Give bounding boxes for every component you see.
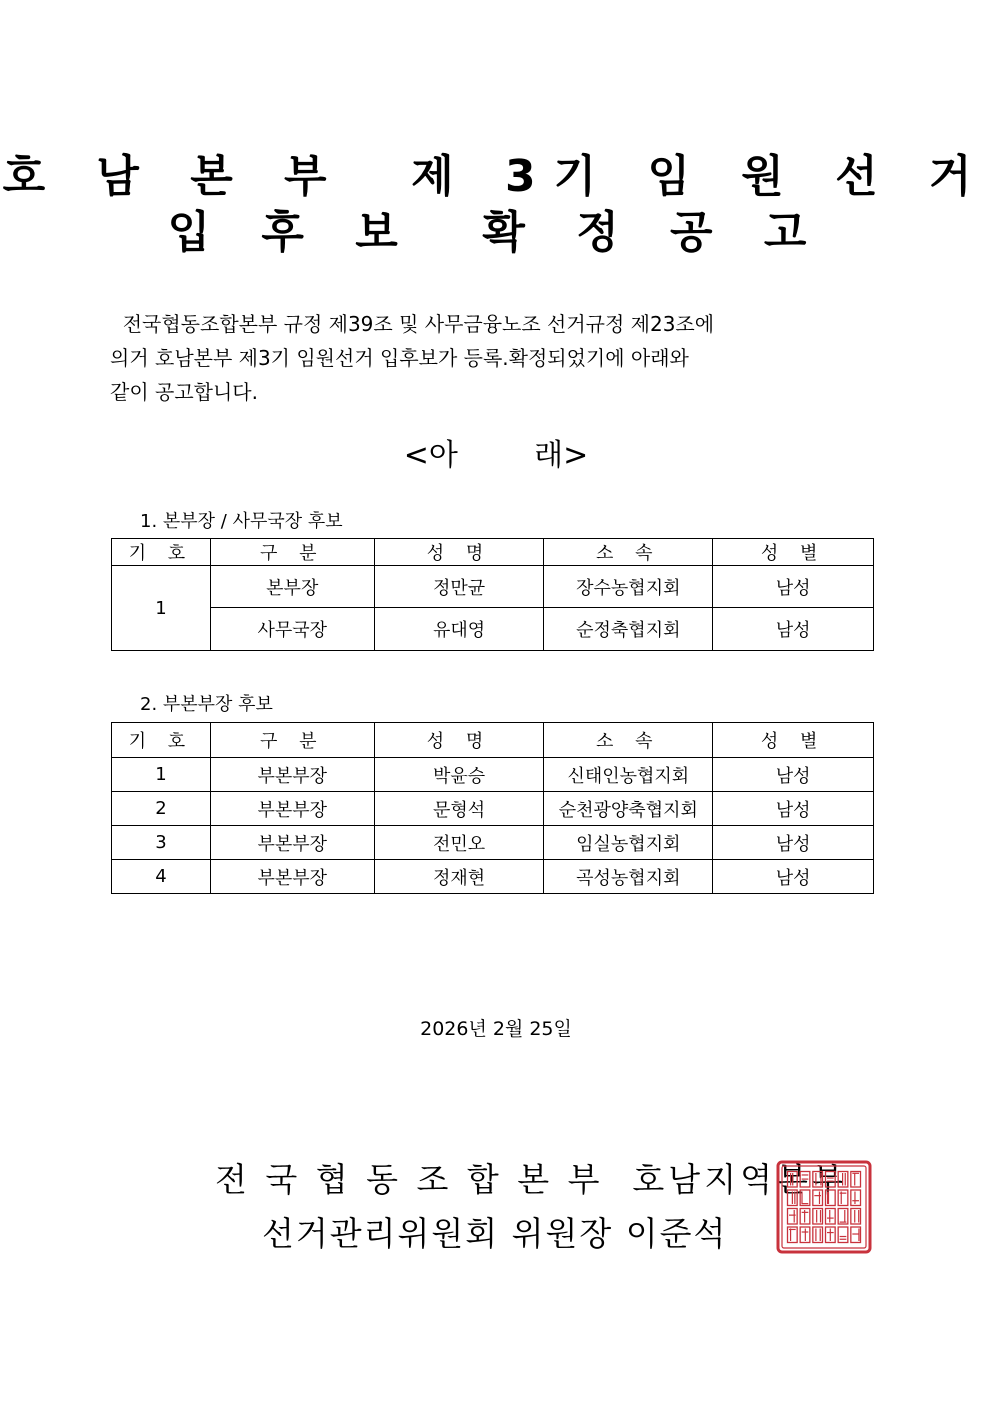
section1-table — [111, 538, 874, 651]
seal-glyph — [813, 1227, 823, 1243]
header-cell-number: 기 호 — [112, 723, 211, 758]
cell-name: 유대영 — [374, 608, 544, 651]
table-row — [112, 758, 874, 792]
cell-number: 1 — [112, 758, 211, 792]
intro-line-2: 의거 호남본부 제3기 임원선거 입후보가 등록.확정되었기에 아래와 — [110, 346, 689, 370]
intro-line-3: 같이 공고합니다. — [110, 380, 258, 404]
cell-type: 부본부장 — [210, 860, 374, 894]
header-cell-org: 소 속 — [544, 723, 713, 758]
signature-committee-chair: 선거관리위원회 위원장 이준석 — [262, 1214, 728, 1253]
cell-gender: 남성 — [713, 826, 874, 860]
cell-org: 임실농협지회 — [544, 826, 713, 860]
table-row — [112, 792, 874, 826]
section2-label: 2. 부본부장 후보 — [140, 694, 273, 715]
section2-table — [111, 722, 874, 894]
header-cell-type: 구 분 — [210, 723, 374, 758]
cell-name: 정재현 — [374, 860, 544, 894]
cell-group-number: 1 — [112, 566, 211, 651]
cell-gender: 남성 — [713, 566, 874, 608]
cell-name: 전민오 — [374, 826, 544, 860]
cell-name: 정만균 — [374, 566, 544, 608]
cell-number: 2 — [112, 792, 211, 826]
notice-heading: <아 래> — [403, 438, 589, 473]
seal-glyph — [788, 1209, 798, 1225]
table-header-row — [112, 539, 874, 566]
seal-glyph — [838, 1190, 848, 1206]
announcement-date: 2026년 2월 25일 — [420, 1018, 572, 1040]
header-cell-gender: 성 별 — [713, 539, 874, 566]
seal-glyph — [826, 1172, 836, 1188]
cell-gender: 남성 — [713, 792, 874, 826]
page-title-line2: 입 후 보 확 정 공 고 — [167, 207, 825, 258]
cell-org: 신태인농협지회 — [544, 758, 713, 792]
header-cell-name: 성 명 — [374, 539, 544, 566]
header-cell-number: 기 호 — [112, 539, 211, 566]
cell-type: 부본부장 — [210, 792, 374, 826]
seal-glyph — [826, 1190, 836, 1206]
cell-gender: 남성 — [713, 758, 874, 792]
cell-type: 부본부장 — [210, 826, 374, 860]
cell-type: 본부장 — [210, 566, 374, 608]
table-row — [112, 566, 874, 608]
section1-label: 1. 본부장 / 사무국장 후보 — [140, 511, 343, 532]
seal-glyph — [838, 1227, 848, 1243]
seal-glyph — [851, 1190, 861, 1206]
cell-name: 박윤승 — [374, 758, 544, 792]
cell-type: 부본부장 — [210, 758, 374, 792]
page-title-line1: 호 남 본 부 제 3기 임 원 선 거 — [2, 151, 990, 202]
cell-gender: 남성 — [713, 860, 874, 894]
header-cell-name: 성 명 — [374, 723, 544, 758]
signature-organization: 전 국 협 동 조 합 본 부 호남지역본부 — [215, 1160, 848, 1199]
cell-number: 3 — [112, 826, 211, 860]
official-seal-icon — [776, 1160, 872, 1254]
cell-org: 장수농협지회 — [544, 566, 713, 608]
cell-org: 곡성농협지회 — [544, 860, 713, 894]
cell-gender: 남성 — [713, 608, 874, 651]
header-cell-org: 소 속 — [544, 539, 713, 566]
table-row — [112, 826, 874, 860]
header-cell-gender: 성 별 — [713, 723, 874, 758]
seal-glyph — [813, 1190, 823, 1206]
cell-name: 문형석 — [374, 792, 544, 826]
intro-line-1: 전국협동조합본부 규정 제39조 및 사무금융노조 선거규정 제23조에 — [110, 312, 715, 336]
cell-number: 4 — [112, 860, 211, 894]
table-row — [112, 608, 874, 651]
cell-org: 순정축협지회 — [544, 608, 713, 651]
cell-org: 순천광양축협지회 — [544, 792, 713, 826]
cell-type: 사무국장 — [210, 608, 374, 651]
table-header-row — [112, 723, 874, 758]
header-cell-type: 구 분 — [210, 539, 374, 566]
table-row — [112, 860, 874, 894]
